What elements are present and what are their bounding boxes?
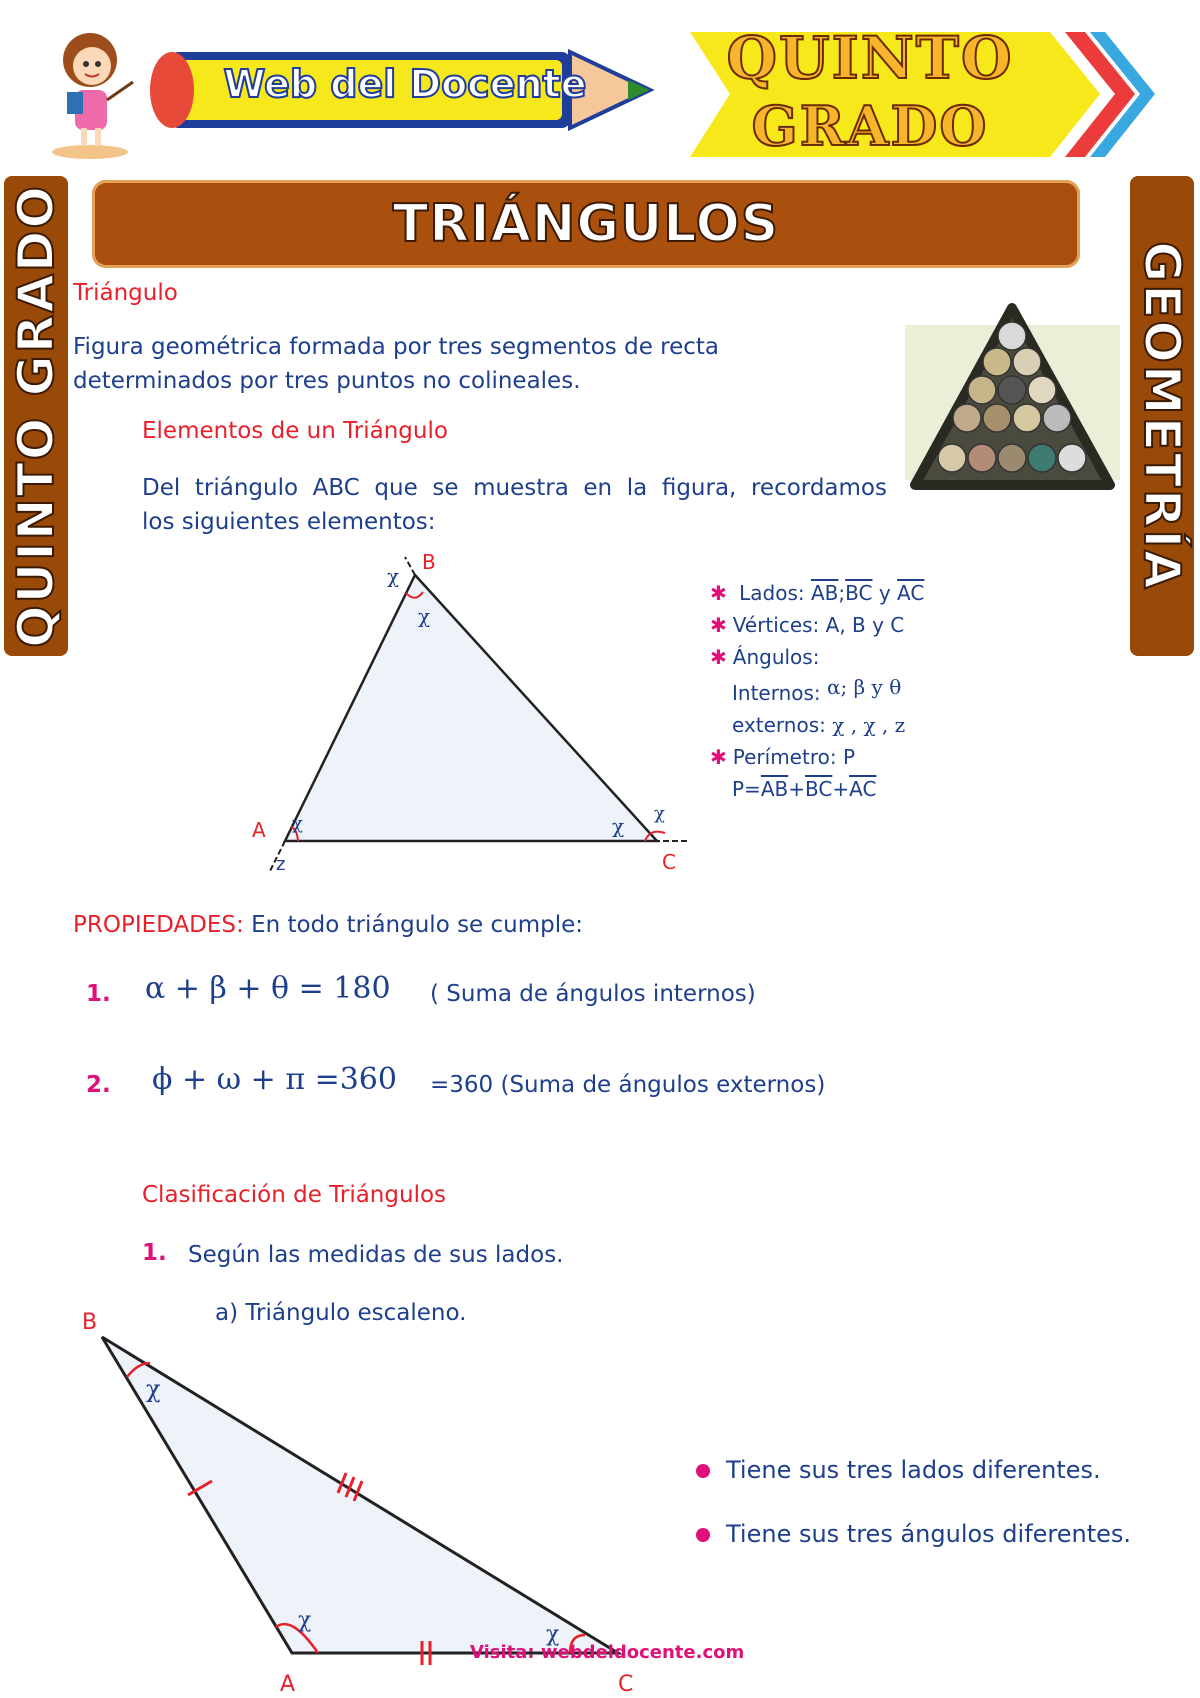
section-heading-triangulo: Triángulo — [73, 280, 178, 306]
triangle-abc-figure — [240, 545, 700, 875]
sidebar-right-label: GEOMETRÍA — [1133, 241, 1191, 591]
asterisk-icon: ✱ — [710, 581, 727, 605]
classification-sub-item: a) Triángulo escaleno. — [215, 1300, 467, 1326]
definition-line-2: determinados por tres puntos no colineales. — [73, 368, 581, 394]
property-1-number: 1. — [86, 981, 111, 1007]
segment-ab: $\overline{AB}$ — [810, 581, 839, 605]
asterisk-icon: ✱ — [710, 745, 727, 769]
title-bar — [92, 180, 1080, 268]
vertex-label-c2: C — [618, 1672, 634, 1697]
grade-badge-line2: GRADO — [751, 94, 989, 158]
bullet-item: Tiene sus tres lados diferentes. — [696, 1452, 1131, 1488]
property-1-note: ( Suma de ángulos internos) — [430, 981, 756, 1007]
list-item-lados: ✱ Lados: $\overline{AB};\overline{BC}$ y $\overline{AC}$ — [710, 581, 925, 605]
angle-label-c2: χ — [546, 1622, 560, 1647]
angle-label-a2: χ — [298, 1608, 312, 1633]
int-angle-label-c: χ — [612, 814, 625, 838]
vertex-label-b: B — [422, 550, 436, 574]
bullet-dot-icon — [696, 1528, 710, 1542]
bullet-dot-icon — [696, 1464, 710, 1478]
billiard-rack-image — [905, 300, 1120, 495]
teacher-mascot-icon — [45, 22, 145, 162]
brand-name: Web del Docente — [223, 62, 587, 106]
vertex-label-c: C — [662, 850, 676, 874]
grade-badge-line1: QUINTO — [726, 24, 1014, 92]
extension-line-top — [405, 557, 415, 575]
internos-value: α; β y θ — [827, 675, 902, 699]
definition-line-1: Figura geométrica formada por tres segmentos de recta — [73, 334, 720, 360]
list-item-externos: externos: χ , χ , z — [732, 713, 906, 737]
triangle-abc-shape — [285, 575, 657, 841]
ext-angle-label-c: χ — [654, 803, 665, 824]
bullet-item: Tiene sus tres ángulos diferentes. — [696, 1516, 1131, 1552]
int-angle-label-b: χ — [418, 604, 431, 628]
elementos-intro-line-1: Del triángulo ABC que se muestra en la figura, recordamos — [142, 475, 887, 501]
property-2-note: =360 (Suma de ángulos externos) — [430, 1072, 826, 1098]
vertex-label-a: A — [252, 818, 266, 842]
page-title: TRIÁNGULOS — [392, 194, 780, 254]
list-item-vertices: ✱ Vértices: A, B y C — [710, 613, 905, 637]
header — [0, 0, 1200, 170]
scalene-triangle-shape — [102, 1337, 618, 1653]
segment-bc: $\overline{BC}$ — [845, 581, 873, 605]
properties-label: PROPIEDADES: — [73, 912, 244, 938]
scalene-triangle-figure — [70, 1305, 670, 1698]
property-1-formula: α + β + θ = 180 — [145, 971, 391, 1006]
list-item-internos: Internos: α; β y θ — [732, 675, 902, 705]
bullet-list — [696, 1452, 1131, 1552]
sidebar-right — [1130, 176, 1194, 656]
vertex-label-a2: A — [280, 1672, 296, 1697]
segment-ac: $\overline{AC}$ — [897, 581, 925, 605]
classification-item-number: 1. — [142, 1240, 167, 1266]
asterisk-icon: ✱ — [710, 613, 727, 637]
angle-label-b2: χ — [146, 1375, 161, 1403]
property-2-formula: ϕ + ω + π =360 — [152, 1062, 397, 1097]
properties-text: En todo triángulo se cumple: — [251, 912, 584, 938]
perimeter-formula: $P=\overline{AB}+\overline{BC}+\overline{AC}$ — [732, 777, 877, 801]
externos-value: χ , χ , z — [832, 713, 906, 737]
classification-heading: Clasificación de Triángulos — [142, 1182, 447, 1208]
elementos-intro-line-2: los siguientes elementos: — [142, 509, 436, 535]
ext-angle-label-a: z — [276, 854, 286, 875]
int-angle-label-a: χ — [292, 813, 303, 834]
asterisk-icon: ✱ — [710, 645, 727, 669]
sidebar-left-label: QUINTO GRADO — [7, 184, 65, 648]
section-heading-elementos: Elementos de un Triángulo — [142, 418, 448, 444]
sidebar-left — [4, 176, 68, 656]
property-2-number: 2. — [86, 1072, 111, 1098]
elements-list — [710, 577, 1110, 805]
list-item-perimetro: ✱ Perímetro: P — [710, 745, 856, 769]
list-item-angulos: ✱ Ángulos: — [710, 645, 820, 669]
ext-angle-label-b: χ — [387, 564, 400, 588]
vertex-label-b2: B — [82, 1310, 98, 1335]
footer-url[interactable]: Visita: webdeldocente.com — [470, 1642, 745, 1663]
properties-heading — [73, 908, 583, 942]
classification-item-text: Según las medidas de sus lados. — [188, 1242, 564, 1268]
